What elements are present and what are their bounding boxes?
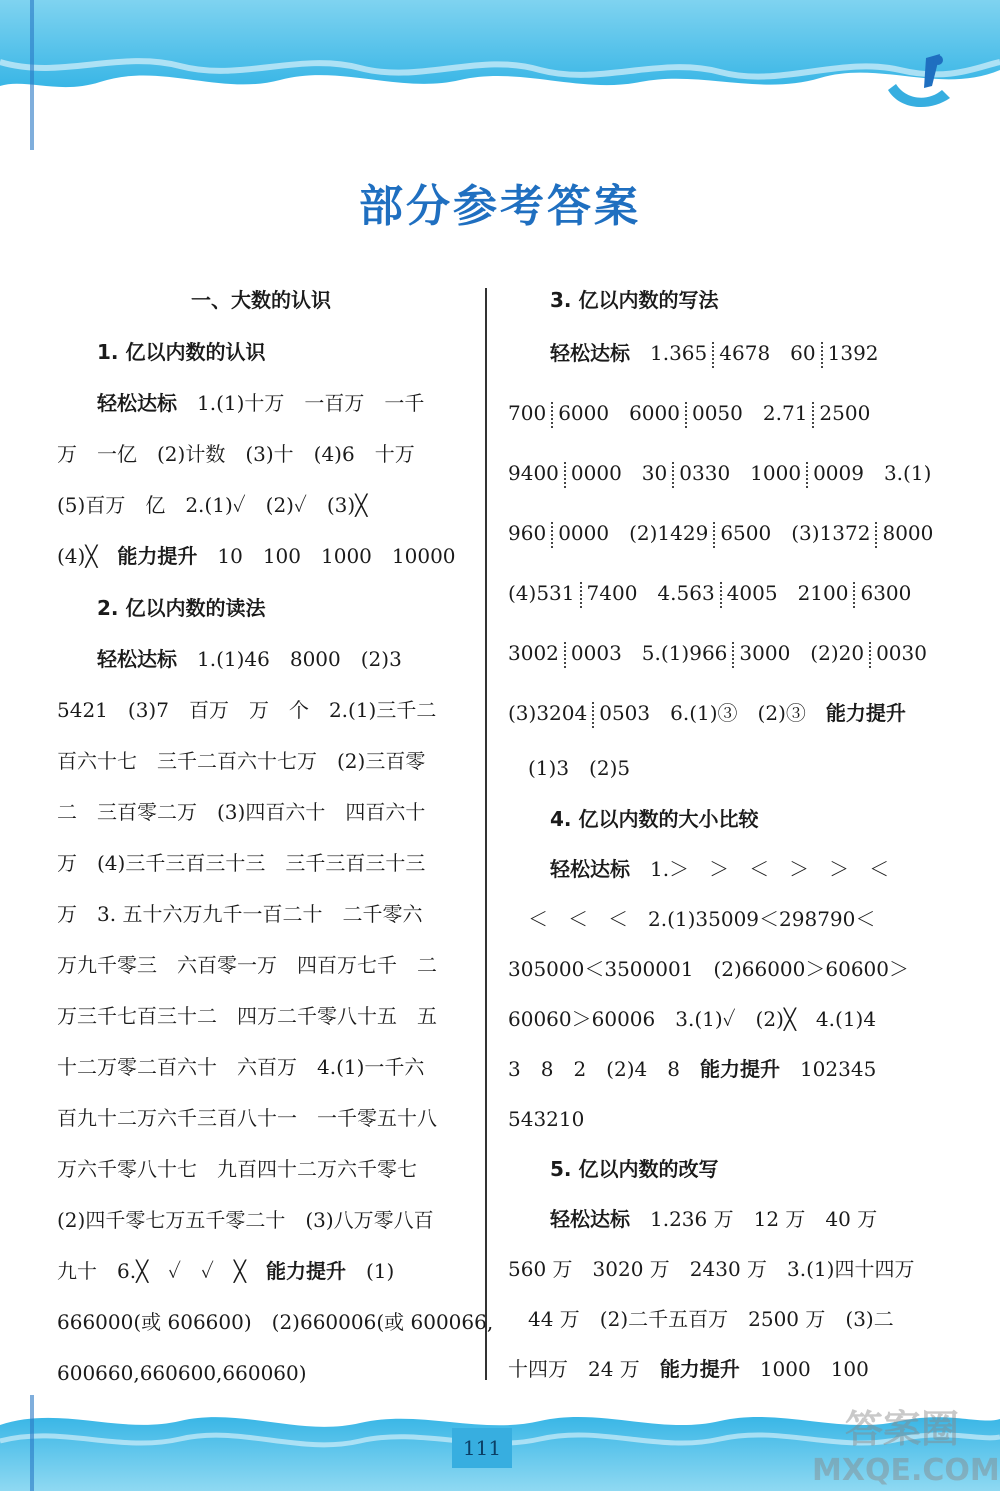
answer-text: 0503 6.(1)③ (2)③ [599,701,806,725]
answer-text: 700 [508,401,547,425]
answer-line: (1)3 (2)5 [528,756,631,780]
answer-line: 305000＜3500001 (2)66000＞60600＞ [508,957,909,981]
answer-line [508,1354,869,1384]
answer-text: 4678 60 [719,341,816,365]
answer-line [550,854,889,884]
answer-line [550,1204,877,1234]
easy-tag: 轻松达标 [97,647,177,671]
answer-text: 960 [508,521,547,545]
answer-text: 0000 30 [570,461,668,485]
section-heading: 4. 亿以内数的大小比较 [550,807,759,831]
easy-tag: 轻松达标 [550,341,630,365]
answer-line: 5421 (3)7 百万 万 个 2.(1)三千二 [57,698,437,722]
digit-separator [720,582,722,608]
answer-text: 九十 6.╳ ✓ ✓ ╳ [57,1259,246,1283]
section-heading: 1. 亿以内数的认识 [97,340,266,364]
answer-text: (4)╳ [57,544,98,568]
answer-line: 万三千七百三十二 四万二千零八十五 五 [57,1004,437,1028]
answer-text: 1.＞ ＞ ＜ ＞ ＞ ＜ [650,857,890,881]
digit-separator [713,522,715,548]
answer-line [550,338,879,368]
advanced-tag: 能力提升 [825,701,906,725]
answer-line: 万 3. 五十六万九千一百二十 二千零六 [57,902,423,926]
answer-text: 十四万 24 万 [508,1357,640,1381]
digit-separator [806,462,808,488]
answer-line: 666000(或 606600) (2)660006(或 600066, [57,1310,494,1334]
answer-line: 560 万 3020 万 2430 万 3.(1)四十四万 [508,1257,915,1281]
easy-tag: 轻松达标 [97,391,177,415]
digit-separator [564,462,566,488]
digit-separator [672,462,674,488]
answer-line [508,578,911,608]
digit-separator [875,522,877,548]
answer-text: 3000 (2)20 [739,641,865,665]
answer-line: 百六十七 三千二百六十七万 (2)三百零 [57,749,426,773]
top-wave-banner [0,0,1000,150]
advanced-tag: 能力提升 [659,1357,740,1381]
digit-separator [732,642,734,668]
digit-separator [853,582,855,608]
answer-line [508,398,870,428]
easy-tag: 轻松达标 [550,857,630,881]
watermark-logo-text: 答案圈 [844,1407,959,1451]
answer-line: 60060＞60006 3.(1)✓ (2)╳ 4.(1)4 [508,1007,877,1031]
answer-line [508,518,933,548]
advanced-tag: 能力提升 [265,1259,346,1283]
page-title: 部分参考答案 [359,181,641,232]
advanced-tag: 能力提升 [699,1057,780,1081]
answer-line: ＜ ＜ ＜ 2.(1)35009＜298790＜ [528,907,876,931]
digit-separator [685,402,687,428]
page-number: 111 [452,1428,512,1468]
answer-text: 0003 5.(1)966 [570,641,728,665]
digit-separator [564,642,566,668]
answer-text: 0000 (2)1429 [558,521,709,545]
answer-line: 万 一亿 (2)计数 (3)十 (4)6 十万 [57,442,415,466]
section-heading: 2. 亿以内数的读法 [97,596,266,620]
digit-separator [592,702,594,728]
answer-text: 0050 2.71 [691,401,808,425]
answer-text: 1.365 [650,341,708,365]
watermark-url: MXQE.COM [812,1453,1000,1488]
answer-line: 百九十二万六千三百八十一 一千零五十八 [57,1106,437,1130]
answer-text: 0030 [876,641,927,665]
digit-separator [551,522,553,548]
answer-text: 6500 (3)1372 [720,521,871,545]
chapter-heading: 一、大数的认识 [191,288,331,312]
answer-text: (1) [365,1259,395,1283]
answer-line: 万 (4)三千三百三十三 三千三百三十三 [57,851,426,875]
answer-line: (5)百万 亿 2.(1)✓ (2)✓ (3)╳ [57,493,368,517]
answer-text: 0009 3.(1) [813,461,932,485]
answer-text: 102345 [799,1057,877,1081]
answer-line [508,638,927,668]
section-heading: 3. 亿以内数的写法 [550,288,719,312]
answer-line: 十二万零二百六十 六百万 4.(1)一千六 [57,1055,425,1079]
answer-line: 万六千零八十七 九百四十二万六千零七 [57,1157,417,1181]
digit-separator [712,342,714,368]
answer-text: 8000 [882,521,934,545]
answer-text: 10 100 1000 10000 [217,544,456,568]
answer-text: 1.(1)十万 一百万 一千 [197,391,425,415]
column-divider [485,288,487,1380]
digit-separator [580,582,582,608]
answer-text: 7400 4.563 [586,581,715,605]
answer-line [508,1054,876,1084]
section-heading: 5. 亿以内数的改写 [550,1157,719,1181]
answer-line: 44 万 (2)二千五百万 2500 万 (3)二 [528,1307,894,1331]
answer-line [97,388,424,418]
digit-separator [821,342,823,368]
answer-text: 1000 100 [759,1357,869,1381]
answer-text: 9400 [508,461,559,485]
answer-line [508,698,906,728]
answer-text: (4)531 [508,581,575,605]
answer-line [57,541,456,571]
answer-line [508,458,931,488]
easy-tag: 轻松达标 [550,1207,630,1231]
advanced-tag: 能力提升 [117,544,198,568]
answer-line [57,1256,394,1286]
answer-line: 二 三百零二万 (3)四百六十 四百六十 [57,800,426,824]
answer-text: 6000 6000 [558,401,680,425]
answer-text: 1392 [827,341,879,365]
answer-text: 6300 [860,581,912,605]
answer-line: 543210 [508,1107,585,1131]
digit-separator [812,402,814,428]
watermark [812,1398,1000,1488]
answer-text: 4005 2100 [726,581,849,605]
answer-text: 3002 [508,641,559,665]
digit-separator [551,402,553,428]
answer-text: (3)3204 [508,701,588,725]
answer-line: 万九千零三 六百零一万 四百万七千 二 [57,953,437,977]
answer-text: 2500 [819,401,871,425]
answer-text: 1.(1)46 8000 (2)3 [197,647,402,671]
digit-separator [869,642,871,668]
answer-text: 3 8 2 (2)4 8 [508,1057,680,1081]
answer-text: 0330 1000 [679,461,802,485]
pen-book-icon [880,50,960,120]
answer-line: (2)四千零七万五千零二十 (3)八万零八百 [57,1208,434,1232]
answer-line [97,644,402,674]
answer-line: 600660,660600,660060) [57,1361,307,1385]
answer-text: 1.236 万 12 万 40 万 [650,1207,878,1231]
